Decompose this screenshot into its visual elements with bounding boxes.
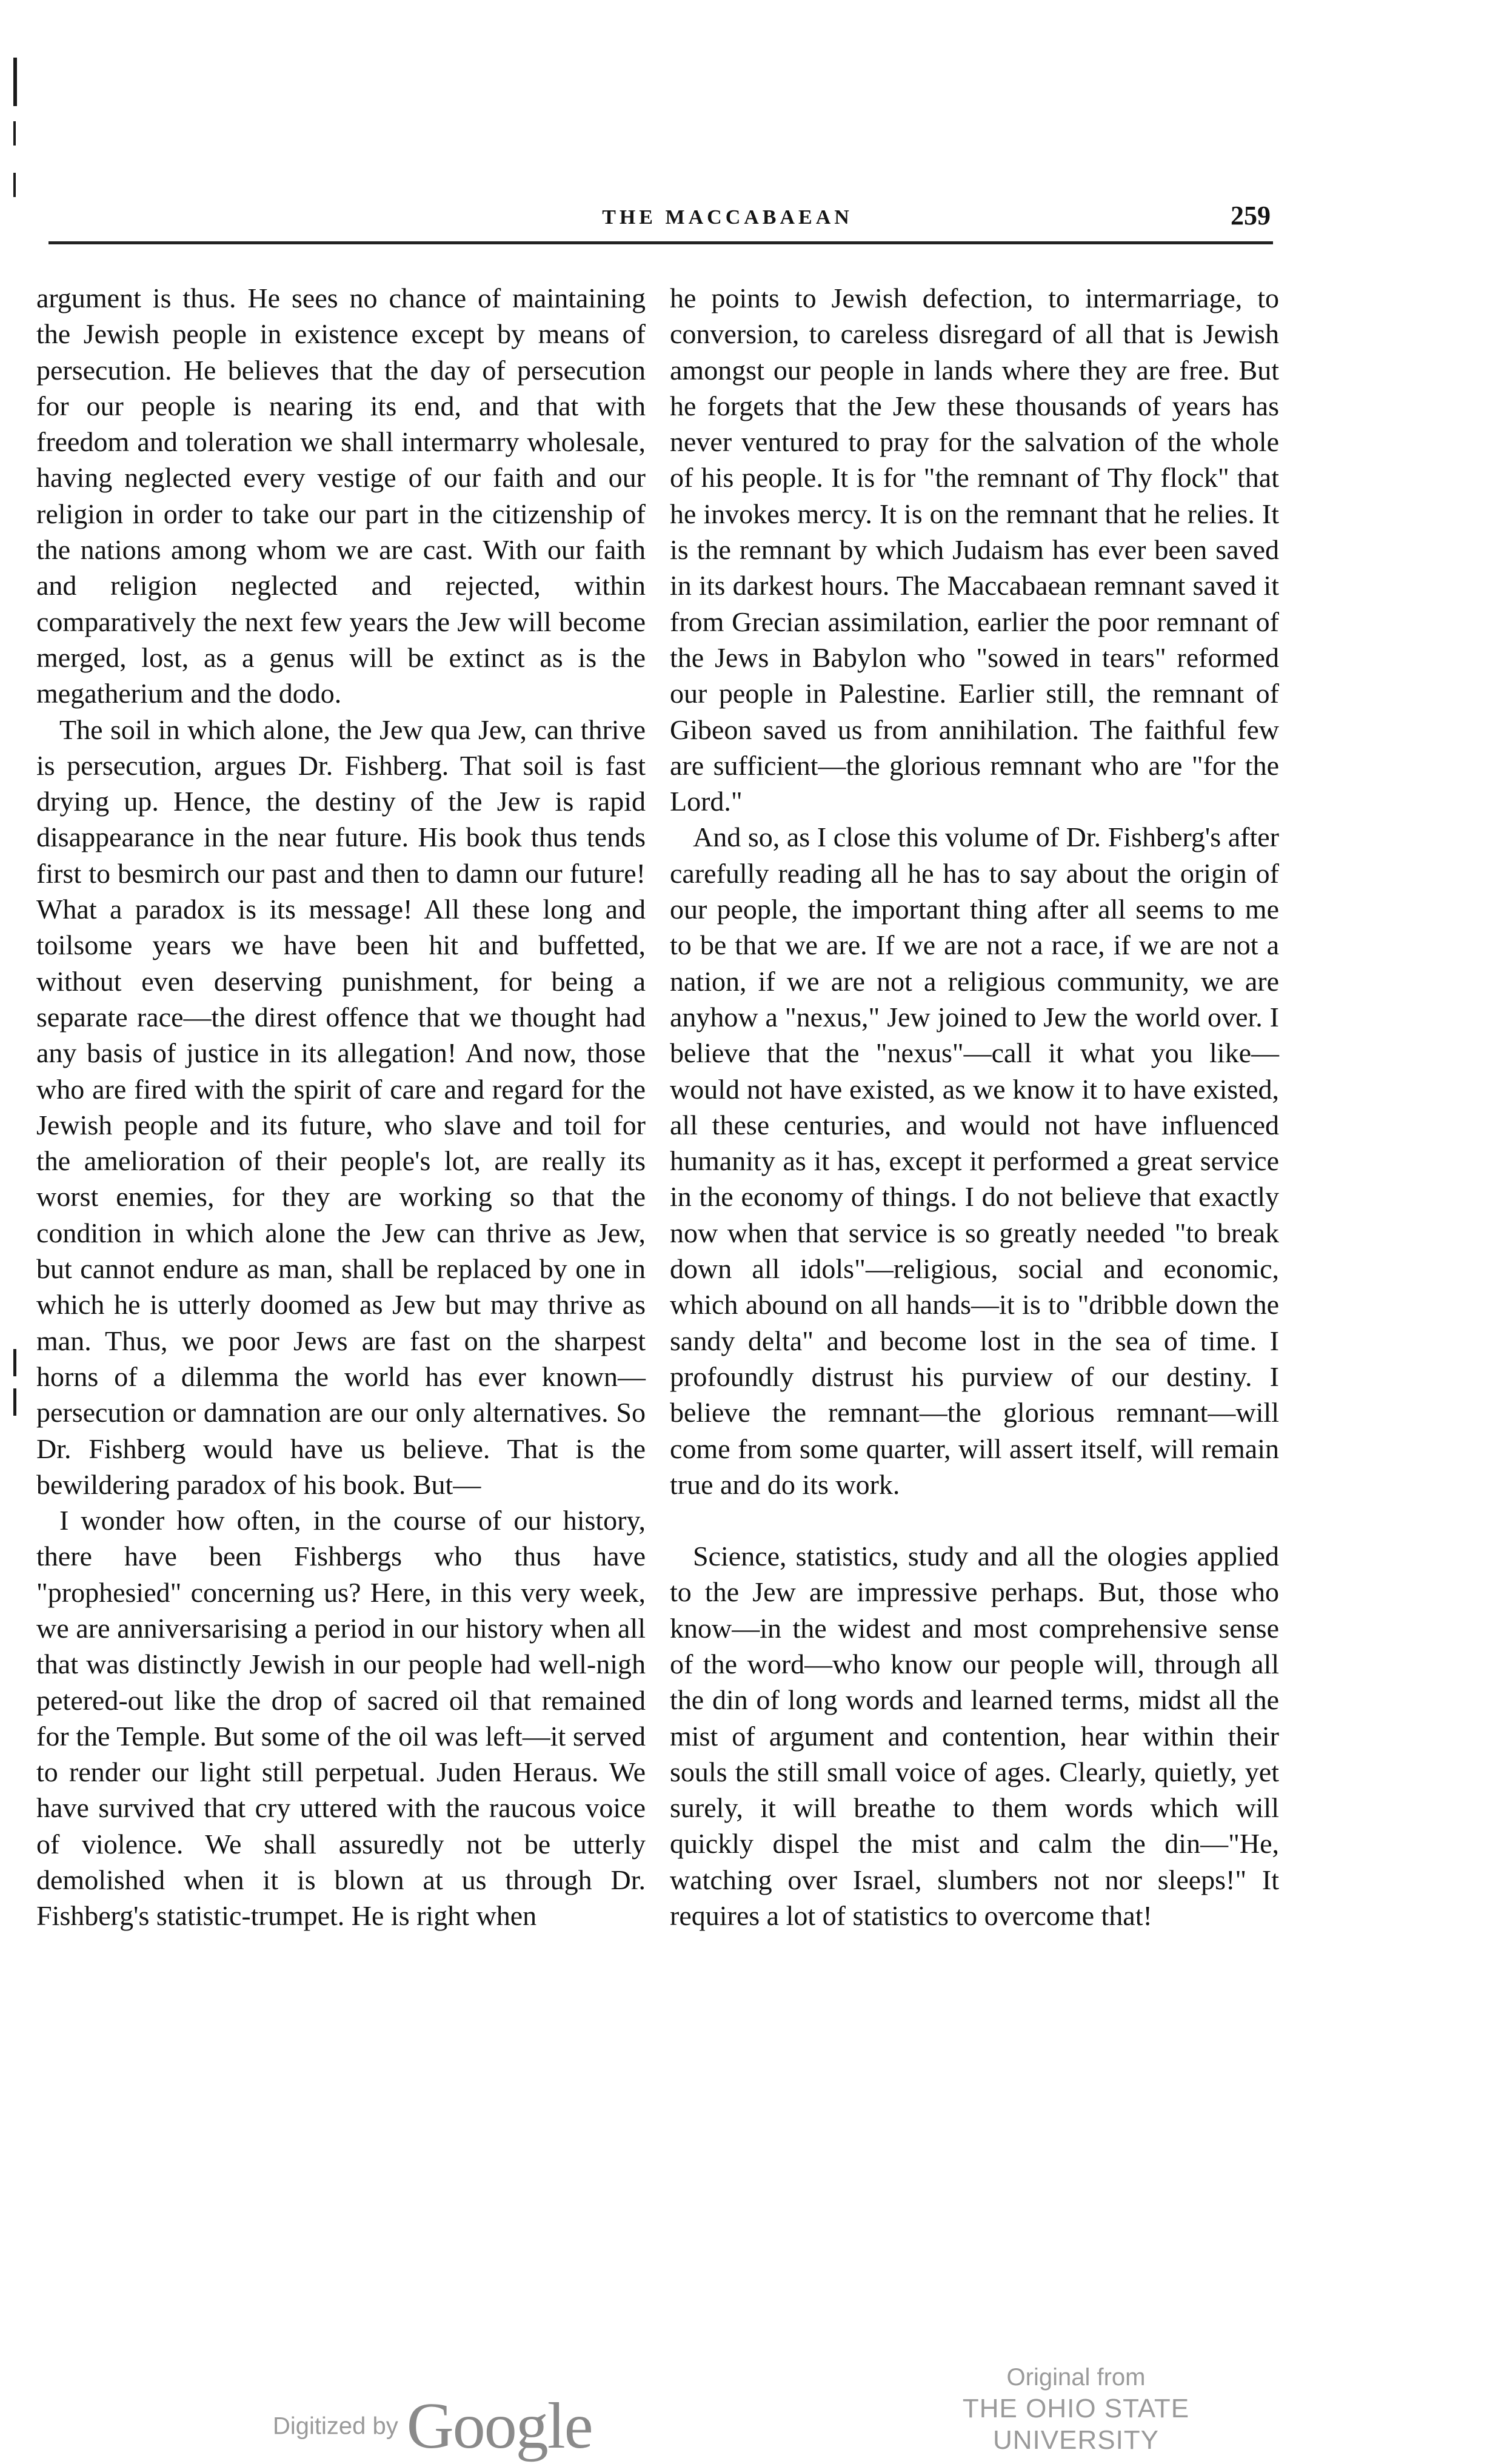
paragraph: argument is thus. He sees no chance of maintaining the Jewish people in existence except by means of persecution. He believes that the day of persecution for our people is nearing its end, and that with freedom and toleration we shall intermarry wholesale, having neglected every vestige of our faith and our religion in order to take our part in the citizenship of the nations among whom we are cast. With our faith and religion neglected and rejected, within comparatively the next few years the Jew will become merged, lost, as a genus will be extinct as is the megatherium and the dodo.	[36, 283, 646, 709]
running-head: THE MACCABAEAN	[602, 206, 853, 229]
institution-name: THE OHIO STATE UNIVERSITY	[962, 2394, 1190, 2455]
paragraph: I wonder how often, in the course of our history, there have been Fishbergs who thus have "prophesied" concerning us? Here, in this very week, we are anniversarising a period in our history when all that was distinctly Jewish in our people had well-nigh petered-out like the drop of sacred oil that remained for the Temple. But some of the oil was left—it served to render our light still perpetual. Juden Heraus. We have survived that cry uttered with the raucous voice of violence. We shall assuredly not be utterly demolished when it is blown at us through Dr. Fishberg's statistic-trumpet. He is right when	[36, 1505, 646, 1932]
header-rule	[48, 241, 1273, 244]
paragraph: And so, as I close this volume of Dr. Fishberg's after carefully reading all he has to say about the origin of our people, the important thing after all seems to me to be that we are. If we are not a race, if we are not a nation, if we are not a religious community, we are anyhow a "nexus," Jew joined to Jew the world over. I believe that the "nexus"—call it what you like—would not have existed, as we know it to have existed, all these centuries, and would not have influenced humanity as it has, except it performed a great service in the economy of things. I do not believe that exactly now when that service is so greatly needed "to break down all idols"—religious, social and economic, which abound on all hands—it is to "dribble down the sandy delta" and become lost in the sea of time. I profoundly distrust his purview of our destiny. I believe the remnant—the glorious remnant—will come from some quarter, will assert itself, will remain true and do its work.	[670, 822, 1279, 1500]
scan-gutter-mark	[13, 58, 17, 106]
google-logo: Google	[406, 2390, 592, 2462]
source-watermark	[882, 2362, 1270, 2456]
scan-gutter-mark	[13, 173, 16, 197]
paragraph: The soil in which alone, the Jew qua Jew, can thrive is persecution, argues Dr. Fishberg. That soil is fast drying up. Hence, the destiny of the Jew is rapid disappearance in the near future. His book thus tends first to besmirch our past and then to damn our future! What a paradox is its message! All these long and toilsome years we have been hit and buffetted, without even deserving punishment, for being a separate race—the direst offence that we thought had any basis of justice in its allegation! And now, those who are fired with the spirit of care and regard for the Jewish people and its future, who slave and toil for the amelioration of their people's lot, are really its worst enemies, for they are working so that the condition in which alone the Jew can thrive as Jew, but cannot endure as man, shall be replaced by one in which he is utterly doomed as Jew but may thrive as man. Thus, we poor Jews are fast on the sharpest horns of a dilemma the world has ever known—persecution or damnation are our only alternatives. So Dr. Fishberg would have us believe. That is the bewildering paradox of his book. But—	[36, 714, 646, 1500]
scan-gutter-mark	[13, 1349, 16, 1376]
digitized-by-watermark	[273, 2389, 592, 2464]
digitized-by-label: Digitized by	[273, 2412, 398, 2440]
original-from-label: Original from	[1006, 2364, 1146, 2391]
page-number: 259	[1231, 201, 1271, 230]
left-column	[36, 280, 646, 1934]
scan-gutter-mark	[13, 121, 16, 146]
scan-gutter-mark	[13, 1388, 16, 1416]
paragraph: he points to Jewish defection, to intermarriage, to conversion, to careless disregard of all that is Jewish amongst our people in lands where they are free. But he forgets that the Jew these thousands of years has never ventured to pray for the salvation of the whole of his people. It is for "the remnant of Thy flock" that he invokes mercy. It is on the remnant that he relies. It is the remnant by which Judaism has ever been saved in its darkest hours. The Maccabaean remnant saved it from Grecian assimilation, earlier the poor remnant of the Jews in Babylon who "sowed in tears" reformed our people in Palestine. Earlier still, the remnant of Gibeon saved us from annihilation. The faithful few are sufficient—the glorious remnant who are "for the Lord."	[670, 283, 1279, 817]
paragraph: Science, statistics, study and all the ologies applied to the Jew are impressive perhaps. But, those who know—in the widest and most comprehensive sense of the word—who know our people will, through all the din of long words and learned terms, midst all the mist of argument and contention, hear within their souls the still small voice of ages. Clearly, quietly, yet surely, it will breathe to them words which will quickly dispel the mist and calm the din—"He, watching over Israel, slumbers not nor sleeps!" It requires a lot of statistics to overcome that!	[670, 1541, 1279, 1932]
right-column	[670, 280, 1279, 1933]
